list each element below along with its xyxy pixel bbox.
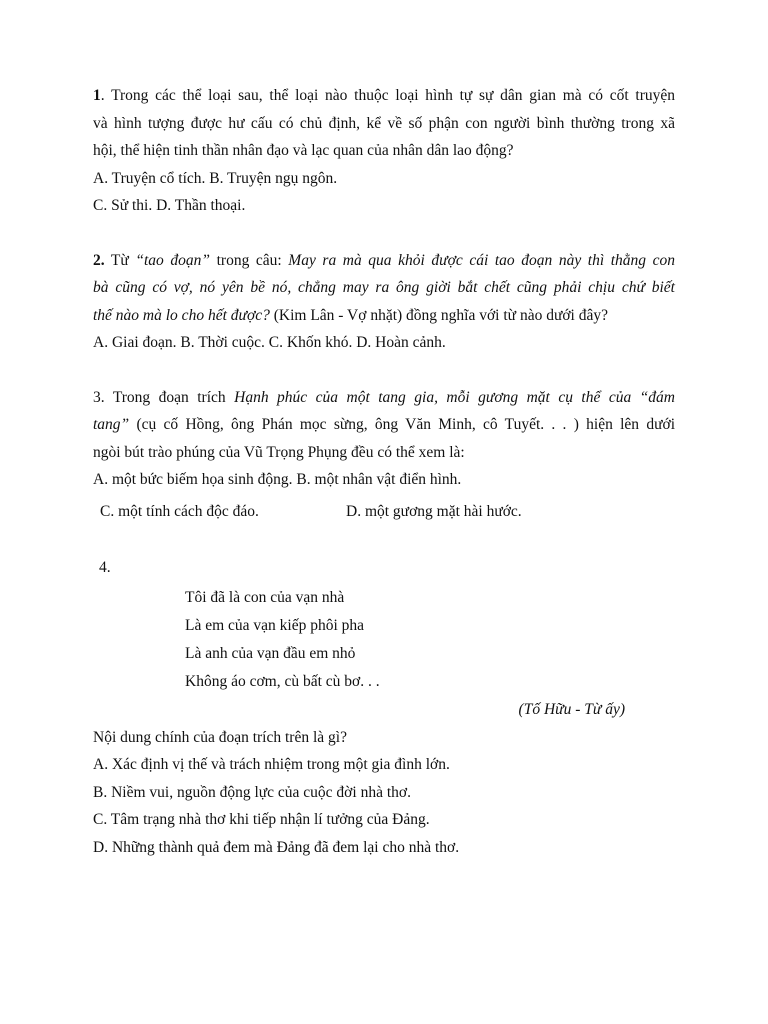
question-1-options-cd: C. Sử thi. D. Thần thoại. <box>93 197 246 214</box>
question-4-option-c: C. Tâm trạng nhà thơ khi tiếp nhận lí tưởng của Đảng. <box>93 811 430 828</box>
question-1-line-3: hội, thể hiện tinh thần nhân đạo và lạc quan của nhân dân lao động? <box>93 142 514 159</box>
question-3-line-3: ngòi bút trào phúng của Vũ Trọng Phụng đều có thể xem là: <box>93 443 465 461</box>
question-1-line-2: và hình tượng được hư cấu có chủ định, kể về số phận con người bình thường trong xã <box>93 114 675 132</box>
question-4-number: 4. <box>99 559 111 576</box>
question-2-line-2: bà cũng có vợ, nó yên bề nó, chẳng may ra ông giời bắt chết cũng phải chịu chứ biết <box>93 279 675 296</box>
question-4-option-d: D. Những thành quả đem mà Đảng đã đem lại cho nhà thơ. <box>93 838 460 856</box>
question-2-term: “tao đoạn” <box>135 251 211 269</box>
question-3-line-1: 3. Trong đoạn trích Hạnh phúc của một tang gia, mỗi gương mặt cụ thể của “đám <box>93 388 675 406</box>
question-3-options-cd <box>93 498 675 526</box>
question-2-options: A. Giai đoạn. B. Thời cuộc. C. Khốn khó. D. Hoàn cảnh. <box>93 334 446 351</box>
question-3-option-d: D. một gương mặt hài hước. <box>346 502 522 520</box>
poem-line: Là anh của vạn đầu em nhỏ <box>185 644 356 662</box>
question-1-number: 1 <box>93 87 101 104</box>
question-1-options-ab: A. Truyện cổ tích. B. Truyện ngụ ngôn. <box>93 169 338 187</box>
question-3-option-c: C. một tính cách độc đáo. <box>100 502 259 520</box>
poem-excerpt <box>93 584 675 696</box>
question-4-option-b: B. Niềm vui, nguồn động lực của cuộc đời nhà thơ. <box>93 783 411 801</box>
question-1 <box>93 82 675 220</box>
poem-source: (Tố Hữu - Từ ấy) <box>518 700 625 718</box>
question-3-line-2: tang” (cụ cố Hồng, ông Phán mọc sừng, ông Văn Minh, cô Tuyết. . . ) hiện lên dưới <box>93 416 675 433</box>
question-2-number: 2. <box>93 251 105 269</box>
poem-line: Không áo cơm, cù bất cù bơ. . . <box>185 672 380 690</box>
question-1-line-1: 1. Trong các thể loại sau, thể loại nào thuộc loại hình tự sự dân gian mà có cốt truyện <box>93 87 675 104</box>
question-4-prompt: Nội dung chính của đoạn trích trên là gì? <box>93 728 347 746</box>
poem-line: Là em của vạn kiếp phôi pha <box>185 616 365 634</box>
question-2 <box>93 247 675 357</box>
question-4 <box>93 554 675 861</box>
poem-line: Tôi đã là con của vạn nhà <box>185 588 345 606</box>
question-3 <box>93 384 675 526</box>
question-4-option-a: A. Xác định vị thế và trách nhiệm trong một gia đình lớn. <box>93 756 450 773</box>
question-2-line-3: thế nào mà lo cho hết được? (Kim Lân - Vợ nhặt) đồng nghĩa với từ nào dưới đây? <box>93 306 608 324</box>
question-3-options-ab: A. một bức biếm họa sinh động. B. một nhân vật điển hình. <box>93 471 462 488</box>
document-page <box>93 82 675 861</box>
question-2-line-1: 2. Từ “tao đoạn” trong câu: May ra mà qua khỏi được cái tao đoạn này thì thằng con <box>93 251 675 269</box>
